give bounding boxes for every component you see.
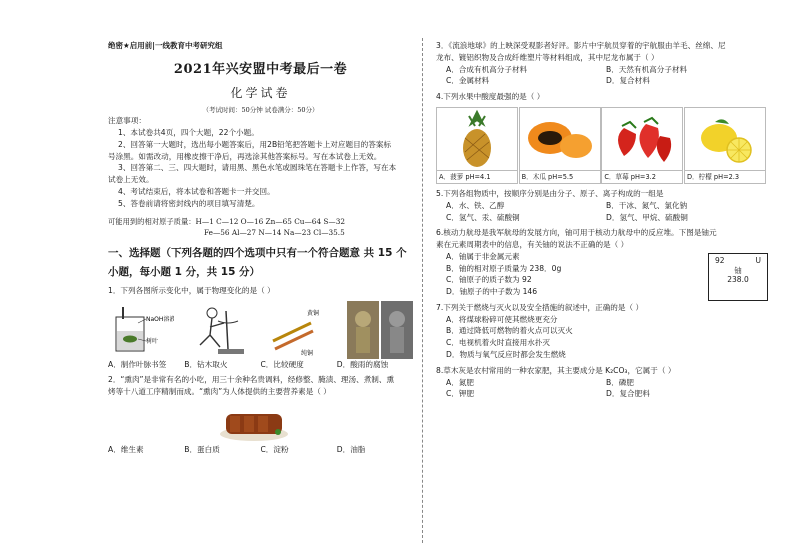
option-d: D．氢气、甲烷、硫酸铜 [606,212,688,222]
option-b: B．钻木取火 [184,359,228,369]
atomic-masses [108,216,413,239]
question-3-options [436,64,766,88]
question-2 [108,374,413,455]
question-7-stem: 7.下列关于燃烧与灭火以及安全措施的叙述中，正确的是（ ） [436,302,644,312]
question-6-stem-1: 6.核动力航母是我军航母的发展方向，铀可用于核动力航母中的反应堆。下图是铀元 [436,228,717,238]
question-7-option-c: C．电视机着火时直接用水扑灭 [446,338,551,348]
fruit-label: C．草莓 pH=3.2 [602,170,682,183]
question-5-options [436,200,766,224]
option-d: D．酸雨的腐蚀 [336,359,389,369]
atomic-masses-line1: 可能用到的相对原子质量：H—1 C—12 O—16 Zn—65 Cu—64 S—32 [108,216,345,226]
exam-subject: 化学试卷 [230,85,291,100]
brass-copper-illustration [267,301,333,359]
option-a: A．制作叶脉书签 [108,359,167,369]
question-4 [436,91,766,184]
question-6-option-c: C．铀原子的质子数为 92 [446,275,532,285]
notice-item: 4、考试结束后，将本试卷和答题卡一并交回。 [118,187,275,197]
question-1-stem: 1．下列各图所示变化中，属于物理变化的是（ ） [108,285,275,295]
question-3 [436,40,766,87]
notice-item: 3、回答第二、三、四大题时，请用黑、黑色水笔或圆珠笔在答题卡上作答，写在本 [118,163,397,173]
copper-label: 纯铜 [301,349,314,357]
question-7 [436,302,766,361]
option-a: A．水、铁、乙醇 [446,200,505,210]
time-info: （考试时间：50分钟 试卷满分：50分） [202,106,319,115]
smoked-meat-image [218,404,290,442]
lemon-image [685,108,765,170]
element-mass: 238.0 [727,275,749,285]
fruit-card-strawberry [601,107,683,184]
element-name: 铀 [734,265,742,275]
section-one-heading: 一、选择题（下列各题的四个选项中只有一个符合题意 共 15 个小题，每小题 1 分，共 15 分） [108,247,407,278]
option-c: C．氢气、汞、硫酸铜 [446,212,520,222]
papaya-image [520,108,600,170]
fruit-label: D．柠檬 pH=2.3 [685,170,765,183]
option-b: B．天然有机高分子材料 [606,64,688,74]
beaker-illustration [108,301,174,359]
question-5 [436,188,766,223]
question-1 [108,285,413,371]
question-5-stem: 5.下列各组物质中，按顺序分别是由分子、原子、离子构成的一组是 [436,189,664,199]
fruit-images [436,107,766,184]
notice-heading: 注意事项： [108,116,146,126]
option-a: A．氮肥 [446,377,474,387]
option-c: C．金属材料 [446,76,490,86]
pineapple-image [437,108,517,170]
option-d: D．油脂 [336,444,366,454]
element-number: 92 [715,256,725,266]
notice-item: 号涂黑。如需改动，用橡皮擦干净后，再选涂其他答案标号。写在本试卷上无效。 [108,151,382,161]
notice-item: 试卷上无效。 [108,175,154,185]
naoh-label: NaOH溶液 [146,315,174,323]
option-c: C．钾肥 [446,389,475,399]
exam-title: 2021年兴安盟中考最后一卷 [173,61,348,77]
option-a: A．合成有机高分子材料 [446,64,528,74]
question-7-option-a: A．将煤球粉碎可使其燃烧更充分 [446,314,558,324]
notice-item: 1、本试卷共4页，四个大题，22个小题。 [118,128,259,138]
option-a: A．维生素 [108,444,144,454]
notice-block [108,115,413,209]
question-2-stem-2: 烤等十八道工序精制而成。“熏肉”为人体提供的主要营养素是（ ） [108,387,331,397]
question-8-options [436,377,766,401]
secret-header: 绝密★启用前|一线教育中考研究组 [108,41,223,50]
fruit-card-papaya [519,107,601,184]
uranium-element-card [708,253,768,301]
question-6-option-d: D．铀原子的中子数为 146 [446,287,538,297]
question-2-options [108,444,413,456]
fruit-label: A．菠萝 pH=4.1 [437,170,517,183]
question-3-stem-2: 龙布、镀铝织物及合成纤维塑片等材料组成，其中尼龙布属于（ ） [436,52,659,62]
leaf-label: 树叶 [146,337,159,345]
element-symbol: U [755,256,761,266]
fruit-card-lemon [684,107,766,184]
question-7-option-d: D．物质与氧气反应时都会发生燃烧 [446,350,566,359]
question-2-stem-1: 2．“熏肉”是非常有名的小吃，用三十余种名贵调料，经修整、腌渍、理汤、煮制、熏 [108,375,395,385]
option-b: B．干冰、氮气、氯化钠 [606,200,688,210]
option-b: B．蛋白质 [184,444,220,454]
notice-item: 2、回答第一大题时，选出每小题答案后，用2B铅笔把答题卡上对应题目的答案标 [118,139,392,149]
question-4-stem: 4.下列水果中酸度最强的是（ ） [436,92,545,102]
fruit-label: B．木瓜 pH=5.5 [520,170,600,183]
brass-label: 黄铜 [307,309,320,317]
fruit-card-pineapple [436,107,518,184]
question-7-option-b: B．通过降低可燃物的着火点可以灭火 [446,326,573,336]
notice-item: 5、答卷前请将密封线内的项目填写清楚。 [118,198,260,208]
left-column [108,40,413,456]
question-6-option-a: A．铀属于非金属元素 [446,251,520,261]
question-1-images [108,301,413,359]
atomic-masses-line2: Fe—56 Al—27 N—14 Na—23 Cl—35.5 [204,227,345,237]
acid-rain-statue-image [347,301,413,359]
question-1-options [108,359,413,371]
drill-fire-illustration [188,301,254,359]
right-column [436,40,766,400]
question-3-stem-1: 3．《流浪地球》的上映深受观影者好评。影片中宇航员穿着的宇航服由羊毛、丝绵、尼 [436,41,726,50]
option-c: C．淀粉 [260,444,289,454]
column-divider [422,38,423,543]
option-b: B．磷肥 [606,377,634,387]
option-d: D．复合肥料 [606,389,650,399]
question-6-stem-2: 素在元素周期表中的信息，有关铀的说法不正确的是（ ） [436,240,629,250]
strawberry-image [602,108,682,170]
question-8 [436,365,766,400]
question-8-stem: 8.草木灰是农村常用的一种农家肥，其主要成分是 K₂CO₃，它属于（ ） [436,365,676,375]
question-6 [436,227,766,298]
option-c: C．比较硬度 [260,359,304,369]
option-d: D．复合材料 [606,76,650,86]
question-6-option-b: B．铀的相对原子质量为 238．0g [446,263,562,273]
